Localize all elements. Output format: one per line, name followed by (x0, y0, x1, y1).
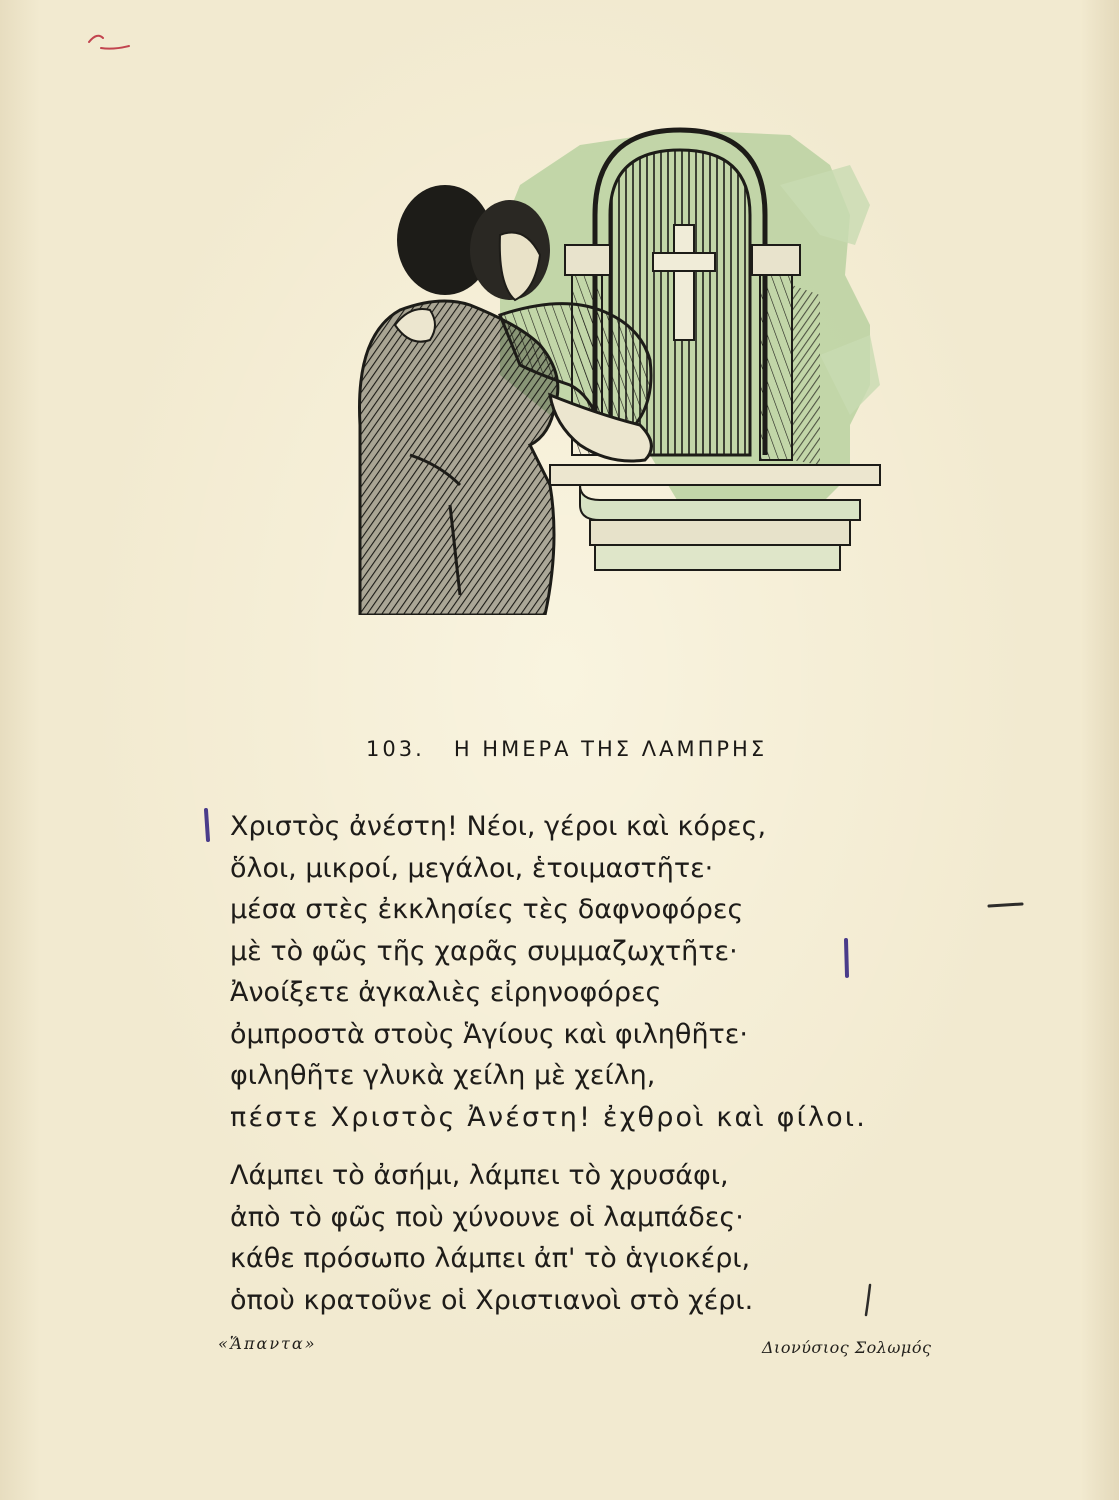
poem-line: ὁποὺ κρατοῦνε οἱ Χριστιανοὶ στὸ χέρι. (230, 1284, 754, 1316)
poem-line: Ἀνοίξετε ἀγκαλιὲς εἰρηνοφόρες (230, 977, 662, 1008)
poem-line: ἀπὸ τὸ φῶς ποὺ χύνουνε οἱ λαμπάδες· (230, 1201, 744, 1233)
poem-line: φιληθῆτε γλυκὰ χείλη μὲ χείλη, (230, 1060, 656, 1091)
stanza-2 (230, 1155, 753, 1321)
poem-title-text: Η ΗΜΕΡΑ ΤΗΣ ΛΑΜΠΡΗΣ (453, 737, 768, 761)
poem-line: μέσα στὲς ἐκκλησίες τὲς δαφνοφόρες (230, 894, 744, 925)
poem-title (366, 737, 767, 761)
pen-mark-left-bar (200, 808, 214, 842)
pen-mark-dash (986, 898, 1026, 912)
poem-line: Λάμπει τὸ ἀσήμι, λάμπει τὸ χρυσάφι, (230, 1160, 729, 1191)
poem-line: πέστε Χριστὸς Ἀνέστη! ἐχθροὶ καὶ φίλοι. (230, 1101, 867, 1133)
church-steps (550, 465, 880, 570)
poem-line: κάθε πρόσωπο λάμπει ἀπ' τὸ ἁγιοκέρι, (230, 1243, 751, 1274)
source-citation: «Ἅπαντα» (218, 1334, 317, 1353)
author-name: Διονύσιος Σολωμός (762, 1338, 932, 1357)
embrace-illustration (350, 125, 890, 615)
poem-line: μὲ τὸ φῶς τῆς χαρᾶς συμμαζωχτῆτε· (230, 935, 738, 967)
poem-line: ὅλοι, μικροί, μεγάλοι, ἑτοιμαστῆτε· (230, 852, 714, 884)
poem-number: 103. (366, 737, 425, 761)
poem-line: ὀμπροστὰ στοὺς Ἁγίους καὶ φιληθῆτε· (230, 1018, 748, 1050)
pen-mark-end-bar (862, 1282, 876, 1318)
poem-line: Χριστὸς ἀνέστη! Νέοι, γέροι καὶ κόρες, (230, 811, 767, 842)
pen-mark-top-left (85, 28, 135, 58)
stanza-1 (230, 806, 867, 1138)
